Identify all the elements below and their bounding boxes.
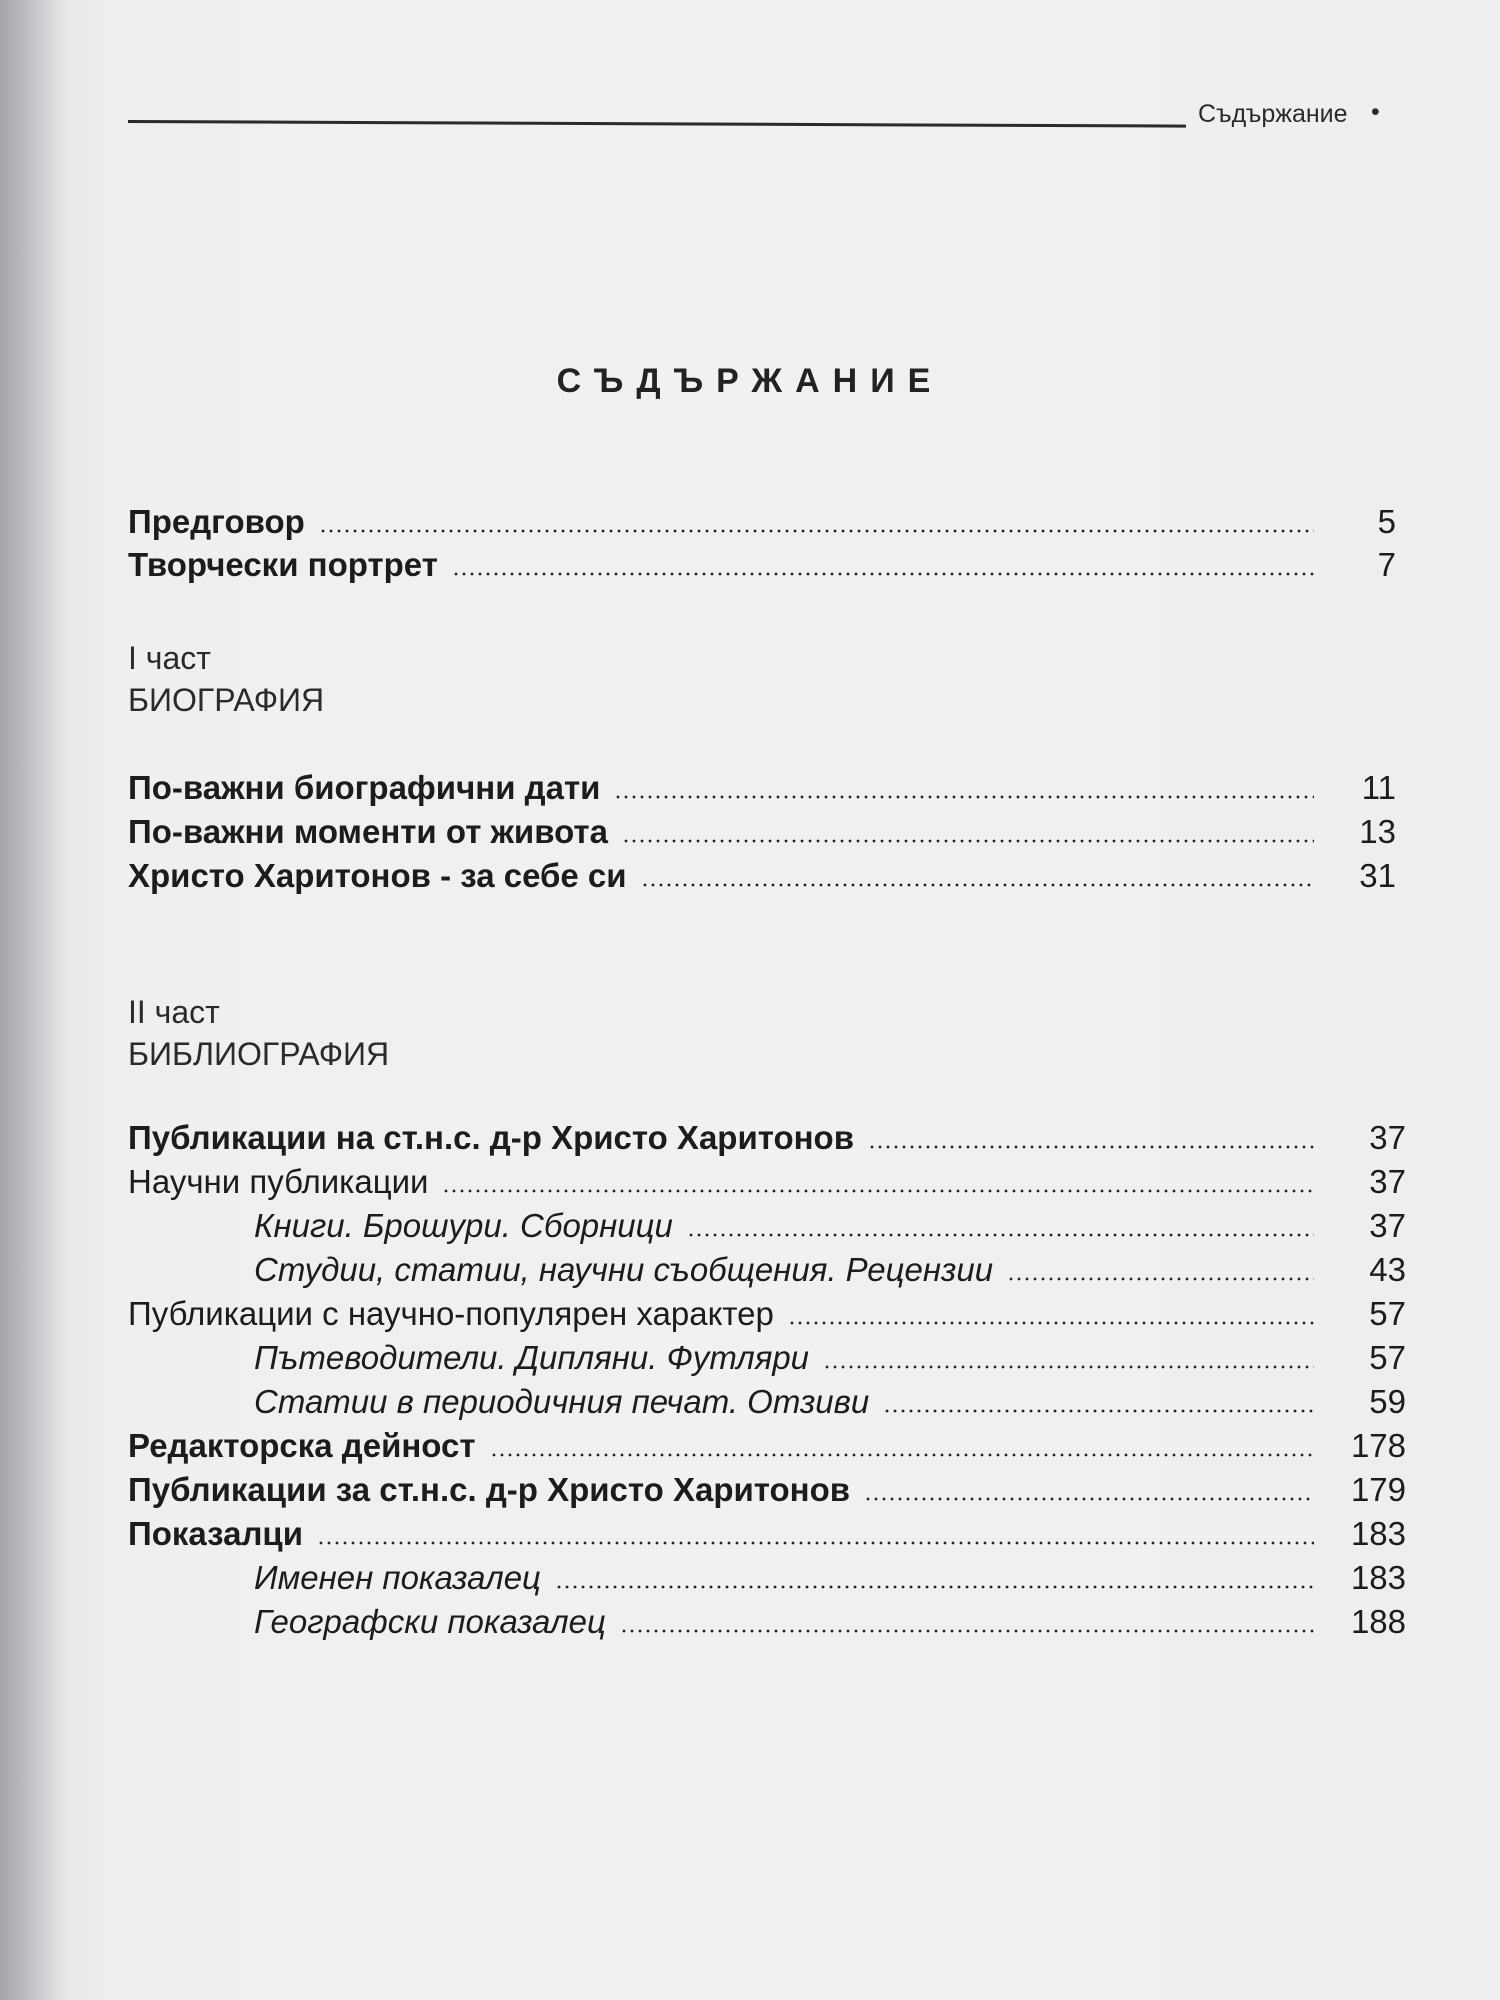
page-gutter-shadow [0, 0, 70, 2000]
toc-entry-page: 37 [1369, 1119, 1406, 1156]
toc-entry-label: Публикации за ст.н.с. д-р Христо Харитонов [128, 1471, 851, 1508]
toc-entry-label: Показалци [128, 1515, 304, 1552]
toc-entry-page: 31 [1359, 857, 1396, 894]
toc-subentry [254, 1250, 1406, 1290]
toc-entry-page: 183 [1350, 1515, 1406, 1552]
toc-entry-page: 59 [1369, 1383, 1406, 1420]
toc-entry-label: Публикации с научно-популярен характер [128, 1295, 774, 1332]
toc-entry-label: Именен показалец [254, 1559, 541, 1596]
toc-entry-portrait [128, 545, 1396, 585]
toc-entry-page: 183 [1350, 1559, 1406, 1596]
dot-leader [823, 1365, 1314, 1369]
toc-entry-page: 5 [1377, 503, 1396, 540]
toc-entry-label: Студии, статии, научни съобщения. Рецензии [254, 1251, 994, 1288]
running-head [128, 96, 1384, 136]
toc-entry-label: Книги. Брошури. Сборници [254, 1207, 673, 1244]
part2-label: II част [128, 994, 220, 1030]
toc-entry-page: 178 [1350, 1427, 1406, 1464]
toc-entry-page: 57 [1369, 1295, 1406, 1332]
toc-entry-label: Статии в периодичния печат. Отзиви [254, 1383, 870, 1420]
dot-leader [622, 839, 1314, 843]
toc-entry-label: По-важни моменти от живота [128, 813, 608, 850]
toc-entry [128, 1162, 1406, 1202]
header-rule [128, 120, 1186, 128]
toc-entry-page: 11 [1361, 769, 1396, 806]
toc-entry [128, 812, 1396, 852]
toc-subentry [254, 1382, 1406, 1422]
toc-subentry [254, 1206, 1406, 1246]
toc-entry [128, 1470, 1406, 1510]
dot-leader [317, 1541, 1314, 1545]
toc-entry [128, 1514, 1406, 1554]
toc-entry-page: 43 [1369, 1251, 1406, 1288]
toc-subentry [254, 1602, 1406, 1642]
toc-entry-page: 37 [1369, 1207, 1406, 1244]
part1-heading: БИОГРАФИЯ [128, 682, 325, 718]
toc-entry [128, 856, 1396, 896]
part2-heading: БИБЛИОГРАФИЯ [128, 1036, 390, 1072]
page-title: СЪДЪРЖАНИЕ [556, 362, 944, 400]
dot-leader [868, 1145, 1314, 1149]
toc-entry [128, 1294, 1406, 1334]
toc-entry-page: 188 [1350, 1603, 1406, 1640]
toc-entry-label: Творчески портрет [128, 546, 438, 583]
dot-leader [864, 1497, 1314, 1501]
toc-entry [128, 1426, 1406, 1466]
toc-entry-label: Географски показалец [254, 1603, 606, 1640]
dot-leader [319, 529, 1314, 533]
toc-entry-label: Христо Харитонов - за себе си [128, 857, 627, 894]
dot-leader [490, 1453, 1314, 1457]
dot-leader [687, 1233, 1314, 1237]
running-head-title: Съдържание [1198, 100, 1348, 128]
dot-leader [620, 1629, 1314, 1633]
toc-entry-label: Редакторска дейност [128, 1427, 476, 1464]
part1-label: I част [128, 640, 211, 676]
running-head-bullet: • [1371, 98, 1380, 126]
dot-leader [452, 572, 1314, 576]
toc-entry-preface [128, 502, 1396, 542]
dot-leader [788, 1321, 1314, 1325]
dot-leader [442, 1189, 1314, 1193]
toc-entry-label: Публикации на ст.н.с. д-р Христо Харитонов [128, 1119, 854, 1156]
toc-entry [128, 768, 1396, 808]
dot-leader [641, 883, 1314, 887]
dot-leader [883, 1409, 1314, 1413]
dot-leader [614, 795, 1314, 799]
toc-entry-page: 179 [1350, 1471, 1406, 1508]
toc-entry [128, 1118, 1406, 1158]
toc-entry-label: По-важни биографични дати [128, 769, 601, 806]
dot-leader [1007, 1277, 1314, 1281]
toc-entry-label: Пътеводители. Дипляни. Футляри [254, 1339, 810, 1376]
toc-entry-label: Предговор [128, 503, 305, 540]
toc-entry-page: 57 [1369, 1339, 1406, 1376]
toc-subentry [254, 1558, 1406, 1598]
toc-entry-page: 37 [1369, 1163, 1406, 1200]
toc-entry-page: 13 [1359, 813, 1396, 850]
toc-entry-label: Научни публикации [128, 1163, 429, 1200]
dot-leader [555, 1585, 1314, 1589]
toc-entry-page: 7 [1377, 546, 1396, 583]
toc-subentry [254, 1338, 1406, 1378]
